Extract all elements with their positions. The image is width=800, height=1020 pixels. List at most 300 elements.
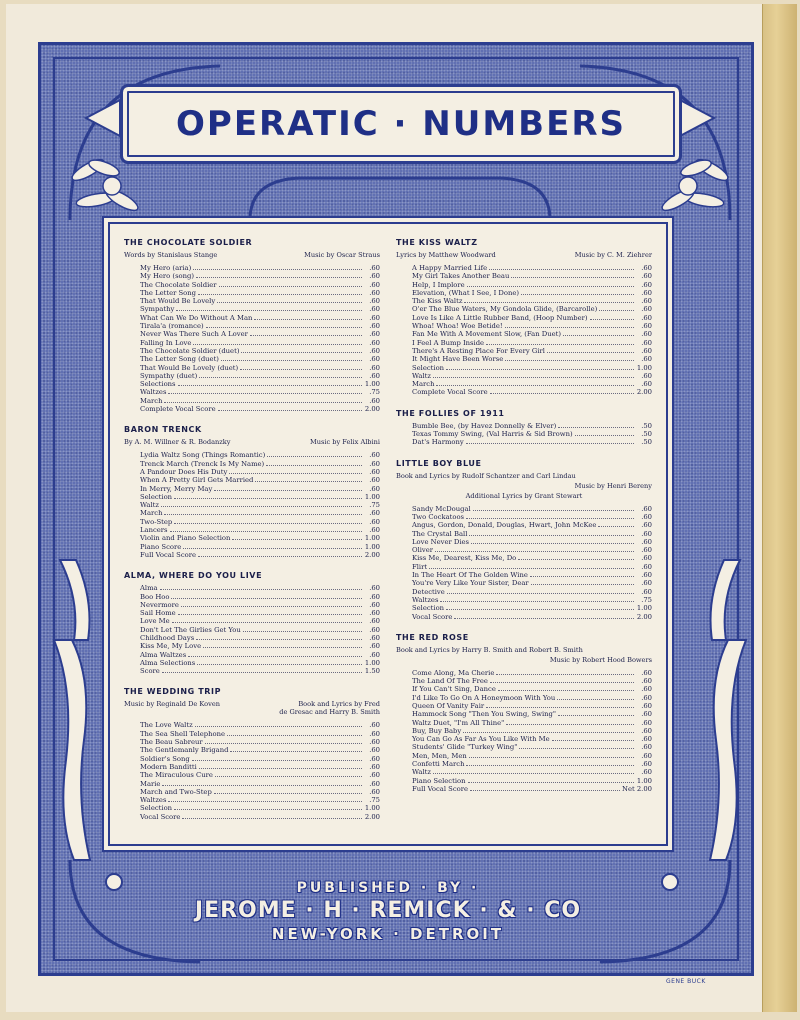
song-price: .50 [641, 421, 652, 430]
leader-dots [198, 289, 362, 295]
song-price: .75 [369, 388, 380, 397]
list-item [412, 281, 652, 289]
list-item [140, 397, 380, 405]
song-title: I Feel A Bump Inside [412, 338, 485, 347]
list-item [412, 785, 652, 793]
leader-dots [240, 364, 362, 370]
song-price: .60 [369, 721, 380, 730]
song-price: .60 [369, 754, 380, 763]
song-price: 2.00 [636, 388, 652, 397]
leader-dots [506, 719, 634, 725]
list-item [412, 505, 652, 513]
list-item [412, 727, 652, 735]
list-item [412, 546, 652, 554]
leader-dots [176, 305, 362, 311]
list-item [412, 677, 652, 685]
leader-dots [193, 339, 362, 345]
song-price: .60 [641, 529, 652, 538]
list-item [412, 513, 652, 521]
song-price: .60 [641, 338, 652, 347]
leader-dots [160, 584, 362, 590]
list-item [412, 768, 652, 776]
list-item [140, 380, 380, 388]
list-item [140, 468, 380, 476]
credit-left: Music by Reginald De Koven [124, 700, 220, 709]
list-item [140, 509, 380, 517]
song-price: .60 [369, 322, 380, 331]
list-item [140, 305, 380, 313]
song-price: .60 [641, 504, 652, 513]
song-title: Alma [140, 584, 158, 593]
list-item [412, 588, 652, 596]
song-price: .60 [641, 677, 652, 686]
credit-left: Book and Lyrics by Rudolf Schantzer and Carl Lindau [396, 471, 576, 480]
leader-dots [214, 485, 362, 491]
credit-additional: Additional Lyrics by Grant Stewart [465, 491, 583, 500]
song-title: Two Cockatoos [412, 512, 465, 521]
list-item [140, 804, 380, 812]
leader-dots [489, 264, 634, 270]
song-price: .60 [369, 509, 380, 518]
song-price: .60 [369, 650, 380, 659]
song-title: Buy, Buy Baby [412, 726, 462, 735]
song-price: .60 [641, 579, 652, 588]
list-item [140, 642, 380, 650]
catalog-panel [108, 222, 668, 846]
catalog-section [124, 425, 380, 559]
leader-dots [531, 579, 634, 585]
leader-dots [463, 727, 634, 733]
song-title: A Happy Married Life [412, 264, 488, 272]
leader-dots [219, 281, 362, 287]
leader-dots [195, 721, 362, 727]
list-item [140, 721, 380, 729]
song-list [412, 505, 652, 621]
leader-dots [241, 347, 362, 353]
song-price: 1.00 [364, 534, 380, 543]
list-item [140, 460, 380, 468]
song-title: You Can Go As Far As You Like With Me [412, 735, 550, 744]
song-title: Waltz [140, 501, 159, 510]
song-title: Never Was There Such A Lover [140, 330, 248, 339]
song-title: Waltz [412, 371, 431, 380]
section-title: THE KISS WALTZ [396, 238, 478, 247]
song-price: .60 [369, 526, 380, 535]
leader-dots [552, 735, 634, 741]
leader-dots [446, 364, 634, 370]
song-price: .60 [641, 760, 652, 769]
song-price: 1.50 [364, 667, 380, 676]
song-price: 1.00 [364, 380, 380, 389]
song-title: In The Heart Of The Golden Wine [412, 571, 528, 580]
song-price: .60 [369, 600, 380, 609]
song-title: Oliver [412, 546, 434, 555]
list-item [412, 314, 652, 322]
song-title: When A Pretty Girl Gets Married [140, 476, 254, 485]
credit-right-continued: de Gresac and Harry B. Smith [279, 708, 380, 717]
song-list [412, 264, 652, 397]
song-price: 1.00 [364, 658, 380, 667]
song-title: The Chocolate Soldier [140, 280, 217, 289]
leader-dots [469, 530, 634, 536]
song-title: Selection [140, 804, 173, 813]
section-title: THE FOLLIES OF 1911 [396, 408, 505, 418]
credit-right: Music by Oscar Straus [304, 251, 380, 259]
leader-dots [205, 738, 362, 744]
catalog-section [124, 238, 380, 413]
song-price: .60 [369, 280, 380, 289]
list-item [412, 685, 652, 693]
song-price: .60 [369, 609, 380, 618]
list-item [140, 667, 380, 675]
song-title: March and Two-Step [140, 787, 212, 796]
song-title: Waltzes [140, 796, 167, 805]
leader-dots [519, 743, 634, 749]
song-price: .60 [641, 768, 652, 777]
leader-dots [505, 322, 634, 328]
song-title: Selection [412, 604, 445, 613]
song-title: March [140, 509, 163, 518]
song-price: .60 [641, 562, 652, 571]
leader-dots [183, 543, 362, 549]
song-title: The Crystal Ball [412, 529, 468, 538]
leader-dots [215, 771, 362, 777]
leader-dots [446, 604, 634, 610]
song-title: Kiss Me, My Love [140, 642, 202, 651]
list-item [412, 702, 652, 710]
list-item [412, 579, 652, 587]
leader-dots [174, 493, 362, 499]
song-price: .60 [641, 280, 652, 289]
song-title: Waltzes [412, 595, 439, 604]
song-title: Sympathy [140, 305, 175, 314]
list-item [140, 485, 380, 493]
section-credits [124, 438, 380, 446]
song-title: The Beau Sabreur [140, 738, 203, 747]
song-price: .50 [641, 430, 652, 439]
credit-left: Lyrics by Matthew Woodward [396, 251, 496, 259]
list-item [412, 388, 652, 396]
leader-dots [221, 355, 362, 361]
song-price: .60 [369, 738, 380, 747]
list-item [140, 364, 380, 372]
credit-left: By A. M. Willner & R. Bodanzky [124, 438, 231, 447]
leader-dots [178, 380, 362, 386]
list-item [412, 430, 652, 438]
song-price: .60 [369, 729, 380, 738]
list-item [140, 372, 380, 380]
right-ribbon [710, 640, 746, 860]
leader-dots [254, 314, 362, 320]
song-title: In Merry, Merry May [140, 484, 213, 493]
leader-dots [490, 388, 634, 394]
leader-dots [168, 796, 362, 802]
leader-dots [464, 297, 634, 303]
list-item [412, 571, 652, 579]
song-title: That Would Be Lovely (duet) [140, 363, 239, 372]
song-price: .60 [369, 484, 380, 493]
leader-dots [547, 347, 634, 353]
leader-dots [466, 513, 634, 519]
song-title: Nevermore [140, 600, 179, 609]
credit-left: Book and Lyrics by Harry B. Smith and Robert B. Smith [396, 645, 583, 654]
song-title: Waltzes [140, 388, 167, 397]
list-item [412, 613, 652, 621]
song-price: .75 [369, 501, 380, 510]
song-title: Piano Score [140, 542, 182, 551]
song-price: .60 [369, 297, 380, 306]
list-item [412, 521, 652, 529]
publisher-cities: NEW-YORK · DETROIT [271, 925, 505, 943]
song-title: March [140, 396, 163, 405]
list-item [140, 534, 380, 542]
song-title: Piano Selection [412, 776, 466, 785]
list-item [140, 289, 380, 297]
leader-dots [575, 430, 634, 436]
right-ribbon-top [711, 560, 741, 640]
song-price: .60 [369, 592, 380, 601]
song-title: Kiss Me, Dearest, Kiss Me, Do [412, 554, 517, 563]
song-price: .75 [641, 595, 652, 604]
song-price: .60 [641, 330, 652, 339]
list-item [412, 538, 652, 546]
leader-dots [174, 804, 362, 810]
song-title: Whoa! Whoa! Woe Betide! [412, 322, 503, 331]
list-item [140, 584, 380, 592]
leader-dots [164, 509, 362, 515]
song-price: Net 2.00 [622, 784, 652, 793]
leader-dots [498, 685, 634, 691]
song-title: It Might Have Been Worse [412, 355, 504, 364]
song-list [140, 721, 380, 821]
song-price: .60 [369, 787, 380, 796]
song-title: Queen Of Vanity Fair [412, 701, 485, 710]
song-price: .50 [641, 438, 652, 447]
song-title: Sandy McDougal [412, 504, 471, 513]
artist-signature: GENE BUCK [666, 978, 706, 985]
leader-dots [162, 780, 362, 786]
leader-dots [198, 551, 362, 557]
leader-dots [199, 372, 362, 378]
song-price: 1.00 [364, 804, 380, 813]
song-title: Hammock Song "Then You Swing, Swing" [412, 710, 557, 719]
list-item [140, 264, 380, 272]
list-item [412, 422, 652, 430]
leader-dots [496, 669, 634, 675]
song-price: .60 [369, 346, 380, 355]
list-item [140, 659, 380, 667]
song-title: The Love Waltz [140, 721, 193, 730]
song-price: .60 [641, 355, 652, 364]
song-price: .60 [641, 571, 652, 580]
leader-dots [227, 730, 362, 736]
song-price: .60 [369, 272, 380, 281]
credit-music: Music by Henri Bereny [574, 481, 652, 490]
leader-dots [440, 596, 634, 602]
song-price: .60 [641, 346, 652, 355]
leader-dots [466, 760, 634, 766]
list-item [412, 380, 652, 388]
leader-dots [181, 601, 362, 607]
song-price: .60 [641, 710, 652, 719]
song-title: Full Vocal Score [412, 784, 468, 793]
list-item [140, 551, 380, 559]
song-price: .60 [369, 338, 380, 347]
song-title: Men, Men, Men [412, 751, 467, 760]
list-item [412, 330, 652, 338]
song-price: .60 [369, 476, 380, 485]
leader-dots [557, 694, 634, 700]
song-price: .60 [641, 512, 652, 521]
song-price: .60 [641, 272, 652, 281]
section-credits [124, 251, 380, 259]
leader-dots [197, 659, 362, 665]
list-item [140, 543, 380, 551]
song-title: Students' Glide "Turkey Wing" [412, 743, 518, 752]
song-price: .60 [641, 743, 652, 752]
list-item [412, 364, 652, 372]
song-price: 1.00 [636, 776, 652, 785]
list-item [412, 264, 652, 272]
song-title: Tirala'a (romance) [140, 322, 204, 331]
song-title: Full Vocal Score [140, 550, 196, 559]
song-title: Boo Hoo [140, 592, 170, 601]
leader-dots [521, 289, 634, 295]
song-price: .60 [369, 264, 380, 272]
song-price: .60 [369, 371, 380, 380]
list-item [140, 738, 380, 746]
song-price: .60 [641, 554, 652, 563]
song-title: If You Can't Sing, Dance [412, 685, 496, 694]
leader-dots [243, 626, 362, 632]
leader-dots [433, 768, 634, 774]
song-title: Texas Tommy Swing, (Val Harris & Sid Brown) [412, 430, 573, 439]
leader-dots [490, 677, 634, 683]
song-title: Trenck March (Trenck Is My Name) [140, 459, 265, 468]
leader-dots [558, 710, 634, 716]
catalog-section [124, 571, 380, 675]
song-title: Selection [140, 492, 173, 501]
song-price: .60 [641, 701, 652, 710]
song-price: .60 [369, 517, 380, 526]
song-title: Falling In Love [140, 338, 192, 347]
song-title: Help, I Implore [412, 280, 465, 289]
song-title: The Letter Song [140, 288, 197, 297]
song-title: Alma Waltzes [140, 650, 187, 659]
list-item [140, 322, 380, 330]
list-item [412, 669, 652, 677]
left-flower [69, 156, 140, 214]
song-title: Lancers [140, 526, 168, 535]
leader-dots [599, 305, 634, 311]
song-price: .60 [641, 751, 652, 760]
song-price: .60 [369, 779, 380, 788]
leader-dots [172, 617, 362, 623]
song-title: There's A Resting Place For Every Girl [412, 346, 545, 355]
list-item [412, 777, 652, 785]
list-item [412, 596, 652, 604]
song-title: Dat's Harmony [412, 438, 464, 447]
song-title: Don't Let The Girlies Get You [140, 625, 241, 634]
song-price: 2.00 [364, 812, 380, 821]
song-title: Complete Vocal Score [140, 405, 216, 414]
song-list [140, 451, 380, 559]
section-title: THE WEDDING TRIP [124, 687, 222, 697]
list-item [140, 763, 380, 771]
song-title: Violin and Piano Selection [140, 534, 231, 543]
song-price: .60 [641, 288, 652, 297]
leader-dots [266, 460, 362, 466]
list-item [412, 372, 652, 380]
leader-dots [505, 355, 634, 361]
song-title: Selections [140, 380, 176, 389]
song-title: The Chocolate Soldier (duet) [140, 346, 240, 355]
song-price: .60 [641, 718, 652, 727]
song-title: Detective [412, 587, 445, 596]
publisher-block [108, 880, 668, 943]
list-item [412, 355, 652, 363]
song-title: A Pandour Does His Duty [140, 467, 228, 476]
list-item [140, 339, 380, 347]
leader-dots [530, 571, 634, 577]
song-title: Elevation, (What I See, I Done) [412, 288, 520, 297]
song-price: .60 [369, 363, 380, 372]
song-title: Waltz [412, 768, 431, 777]
song-title: My Girl Takes Another Beau [412, 272, 510, 281]
list-item [140, 526, 380, 534]
song-price: .60 [369, 288, 380, 297]
list-item [412, 347, 652, 355]
song-title: Love Me [140, 617, 170, 626]
song-title: March [412, 380, 435, 389]
right-column [396, 238, 652, 805]
section-credits [124, 700, 380, 716]
list-item [140, 780, 380, 788]
leader-dots [250, 330, 362, 336]
song-price: .60 [641, 668, 652, 677]
song-title: The Miraculous Cure [140, 771, 213, 780]
leader-dots [214, 788, 362, 794]
song-price: .60 [641, 685, 652, 694]
list-item [412, 339, 652, 347]
list-item [140, 617, 380, 625]
catalog-section [396, 238, 652, 397]
list-item [412, 710, 652, 718]
song-title: Confetti March [412, 760, 465, 769]
list-item [140, 771, 380, 779]
song-title: Selection [412, 363, 445, 372]
leader-dots [433, 372, 634, 378]
list-item [140, 330, 380, 338]
song-list [140, 584, 380, 675]
list-item [412, 694, 652, 702]
list-item [412, 743, 652, 751]
list-item [140, 405, 380, 413]
list-item [412, 322, 652, 330]
song-price: .60 [641, 546, 652, 555]
list-item [412, 297, 652, 305]
song-title: Sail Home [140, 609, 176, 618]
catalog-section [396, 459, 652, 621]
section-title: LITTLE BOY BLUE [396, 458, 482, 468]
leader-dots [473, 505, 634, 511]
list-item [140, 355, 380, 363]
catalog-section [396, 409, 652, 447]
song-title: My Hero (aria) [140, 264, 192, 272]
section-credits [396, 472, 652, 480]
leader-dots [168, 388, 362, 394]
song-price: 2.00 [364, 405, 380, 414]
